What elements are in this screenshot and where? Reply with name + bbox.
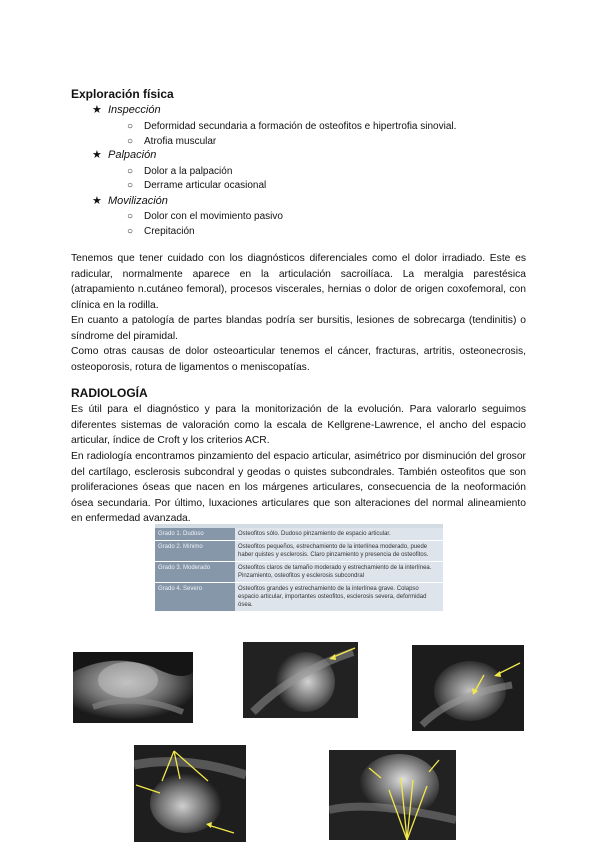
section-title-exploracion: Exploración física	[71, 87, 174, 101]
section-title-radiologia: RADIOLOGÍA	[71, 386, 148, 400]
list-item: ○ Crepitación	[127, 226, 195, 237]
paragraph-diagnosticos-2: En cuanto a patología de partes blandas podría ser bursitis, lesiones de sobrecarga (tendinitis) o síndrome del piramidal.	[71, 315, 526, 342]
paragraph-radiologia-1: Es útil para el diagnóstico y para la monitorización de la evolución. Para valorarlo seguimos diferentes sistemas de valoración como la escala de Kellgrene-Lawrence, el ancho del espacio articular, índice de Croft y los criterios ACR.	[71, 404, 526, 446]
circle-bullet-icon: ○	[127, 166, 134, 177]
table-row: Grado 3. Moderado Osteofitos claros de tamaño moderado y estrechamiento de la interlínea. Pinzamiento, osteofitos y esclerosis subcondral	[155, 562, 443, 583]
paragraph-diagnosticos-3: Como otras causas de dolor osteoarticular tenemos el cáncer, fracturas, artritis, osteonecrosis, osteoporosis, rotura de ligamentos o meniscopatías.	[71, 346, 526, 373]
xray-image-5	[329, 750, 456, 840]
star-icon: ★	[92, 149, 102, 161]
list-item: ○ Atrofia muscular	[127, 136, 217, 147]
circle-bullet-icon: ○	[127, 211, 134, 222]
table-row: Grado 1. Dudoso Osteofitos sólo. Dudoso pinzamiento de espacio articular.	[155, 526, 443, 541]
bullet-inspeccion: ★ Inspección	[92, 104, 161, 116]
xray-image-4	[134, 745, 246, 842]
xray-image-1	[73, 652, 193, 723]
list-item: ○ Derrame articular ocasional	[127, 180, 267, 191]
list-item: ○ Dolor con el movimiento pasivo	[127, 211, 283, 222]
table-row: Grado 2. Mínimo Osteofitos pequeños, estrechamiento de la interlínea moderado, puede haber quistes y esclerosis. Claro pinzamiento y presencia de osteofitos.	[155, 541, 443, 562]
bullet-movilizacion: ★ Movilización	[92, 195, 168, 207]
circle-bullet-icon: ○	[127, 121, 134, 132]
paragraph-radiologia-2: En radiología encontramos pinzamiento del espacio articular, asimétrico por disminución del grosor del cartílago, esclerosis subcondral y geodas o quistes subcondrales. También osteofitos que son proliferaciones óseas que nacen en los márgenes articulares, consecuencia de la neoformación ósea secundaria. Por último, luxaciones articulares que son alteraciones del normal alineamiento en enfermedad avanzada.	[71, 451, 526, 524]
table-row: Grado 4. Severo Osteofitos grandes y estrechamiento de la interlínea grave. Colapso espacio articular, importantes osteofitos, esclerosis severa, deformidad ósea.	[155, 583, 443, 612]
list-item: ○ Deformidad secundaria a formación de osteofitos e hipertrofia sinovial.	[127, 121, 457, 132]
list-item: ○ Dolor a la palpación	[127, 166, 233, 177]
circle-bullet-icon: ○	[127, 226, 134, 237]
kellgren-lawrence-table	[155, 524, 443, 612]
star-icon: ★	[92, 104, 102, 116]
circle-bullet-icon: ○	[127, 136, 134, 147]
paragraph-diagnosticos-1: Tenemos que tener cuidado con los diagnósticos diferenciales como el dolor irradiado. Este es radicular, normalmente aparece en la articulación sacroilíaca. La meralgia parestésica (atrapamiento n.cutáneo femoral), procesos viscerales, hernias o dolor de origen coxofemoral, con clínica en la rodilla.	[71, 253, 526, 311]
xray-image-2	[243, 642, 358, 718]
xray-image-3	[412, 645, 524, 731]
star-icon: ★	[92, 195, 102, 207]
circle-bullet-icon: ○	[127, 180, 134, 191]
bullet-palpacion: ★ Palpación	[92, 149, 157, 161]
